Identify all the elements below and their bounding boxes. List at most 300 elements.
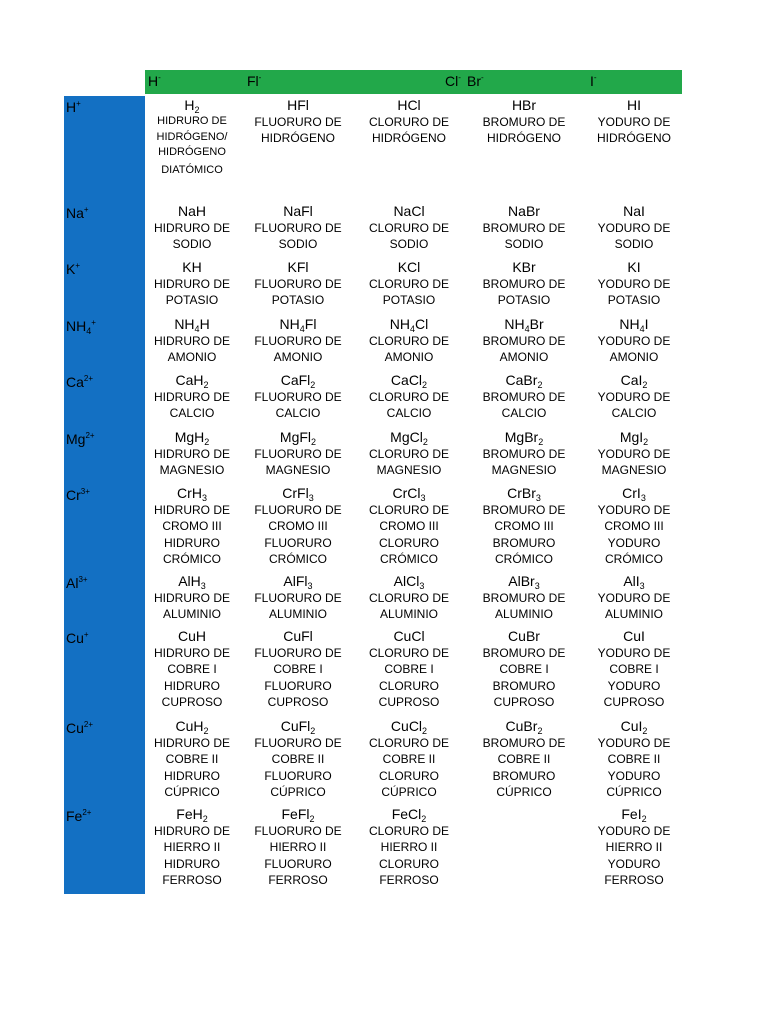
formula-base: KH [182, 259, 202, 275]
compound-name-line: BROMURO DE [482, 503, 566, 517]
compound-formula [354, 718, 464, 734]
anion-charge: - [258, 73, 262, 82]
compound-name-line: BROMURO DE [482, 115, 566, 129]
compound-cell [579, 372, 689, 422]
compound-name [137, 735, 247, 800]
compound-formula [469, 429, 579, 445]
compound-name-line: FLUORURO DE [254, 447, 342, 461]
compound-formula [469, 259, 579, 275]
compound-name-line: HIDRURO DE [153, 824, 230, 838]
compound-name-line: POTASIO [382, 293, 436, 308]
compound-name [243, 590, 353, 623]
compound-formula [354, 97, 464, 113]
formula-base: KI [627, 259, 641, 275]
compound-cell [243, 718, 353, 800]
compound-name-line: FLUORURO [264, 768, 332, 783]
cation-charge: + [83, 205, 89, 214]
compound-formula [354, 628, 464, 644]
compound-name [243, 114, 353, 147]
compound-name-line: CRÓMICO [163, 551, 221, 566]
compound-cell [469, 485, 579, 567]
compound-formula [354, 316, 464, 332]
compound-formula [354, 485, 464, 501]
compound-name [579, 502, 689, 567]
compound-name-line: POTASIO [607, 293, 661, 308]
compound-name-line: COBRE II [271, 752, 325, 767]
compound-formula [469, 372, 579, 388]
compound-cell [137, 718, 247, 800]
compound-formula [137, 429, 247, 445]
compound-formula [137, 372, 247, 388]
cation-charge: 2+ [83, 720, 94, 729]
compound-name-line: CROMO III [379, 519, 439, 534]
compound-name [579, 114, 689, 147]
compound-name [137, 333, 247, 366]
cation-symbol: Fe [66, 808, 83, 824]
compound-name-line: CRÓMICO [605, 551, 663, 566]
compound-cell [354, 485, 464, 567]
cation-symbol: Cu [66, 630, 84, 646]
compound-formula [137, 97, 247, 113]
formula-subscript: 2 [642, 380, 648, 390]
cation-label [66, 808, 91, 824]
cation-label [66, 630, 89, 646]
formula-rest: Cl [415, 316, 429, 332]
compound-name-line: HIDRURO DE [153, 277, 230, 291]
compound-name-line: YODURO DE [597, 503, 671, 517]
compound-cell [137, 806, 247, 888]
compound-formula [469, 203, 579, 219]
compound-name-line: YODURO [607, 768, 661, 783]
compound-name-line: HIDRÓGENO [260, 131, 335, 146]
formula-base: KFl [287, 259, 309, 275]
cation-label [66, 205, 89, 221]
compound-name-line: HIDRURO DE [153, 221, 230, 235]
formula-subscript: 2 [537, 726, 543, 736]
cation-label [66, 487, 90, 503]
compound-name [243, 220, 353, 253]
compound-name-line: HIERRO II [380, 840, 438, 855]
compound-name-line: CLORURO DE [368, 503, 449, 517]
compound-formula [243, 372, 353, 388]
compound-name [469, 389, 579, 422]
compound-name-line: CLORURO [378, 768, 439, 783]
formula-subscript: 2 [203, 380, 209, 390]
formula-subscript: 2 [421, 814, 427, 824]
compound-name-line: MAGNESIO [265, 463, 331, 478]
formula-subscript: 3 [639, 581, 645, 591]
cation-symbol: Al [66, 575, 79, 591]
compound-cell [243, 429, 353, 479]
compound-formula [579, 203, 689, 219]
compound-name [137, 389, 247, 422]
compound-name [137, 502, 247, 567]
compound-name-line: MAGNESIO [491, 463, 557, 478]
compound-name-line: POTASIO [165, 293, 219, 308]
compound-cell [469, 429, 579, 479]
cation-charge: 3+ [78, 575, 88, 584]
compound-name-line: HIDRURO DE [153, 334, 230, 348]
compound-name [243, 389, 353, 422]
compound-formula [243, 628, 353, 644]
formula-subscript: 3 [201, 493, 207, 503]
compound-name-line: BROMURO DE [482, 646, 566, 660]
compound-formula [469, 628, 579, 644]
compound-name-line: BROMURO [492, 535, 556, 550]
compound-name-line: HIERRO II [605, 840, 663, 855]
compound-name-line: CÚPRICO [496, 784, 552, 799]
compound-cell [137, 485, 247, 567]
cation-charge: 2+ [85, 431, 95, 440]
compound-name-line: HIDRURO DE [153, 503, 230, 517]
compound-cell [243, 316, 353, 366]
cation-symbol: K [66, 261, 76, 277]
compound-name [243, 276, 353, 309]
formula-base: CuH [175, 718, 204, 734]
compound-cell [469, 628, 579, 710]
compound-formula [243, 259, 353, 275]
compound-cell [243, 372, 353, 422]
compound-name [469, 735, 579, 800]
compound-formula [469, 485, 579, 501]
cation-label [66, 318, 96, 334]
compound-name-line: CALCIO [275, 406, 321, 421]
compound-name-line: CLORURO DE [368, 221, 449, 235]
cation-charge: + [91, 318, 96, 327]
compound-name [354, 114, 464, 147]
compound-name-line: SODIO [278, 237, 318, 252]
cation-charge: 2+ [83, 374, 94, 383]
compound-cell [469, 316, 579, 366]
compound-name-line: BROMURO DE [482, 277, 566, 291]
compound-name-line: HIDRURO [164, 856, 220, 871]
formula-base: HFl [287, 97, 309, 113]
formula-base: NaH [177, 203, 206, 219]
compound-name-line: YODURO DE [597, 591, 671, 605]
compound-name-line: CLORURO DE [368, 334, 449, 348]
anion-header-2 [247, 70, 261, 94]
formula-base: CuCl [393, 628, 425, 644]
compound-name [137, 645, 247, 710]
compound-formula [243, 429, 353, 445]
compound-name [579, 389, 689, 422]
compound-cell [579, 97, 689, 147]
compound-formula [354, 573, 464, 589]
compound-formula [354, 259, 464, 275]
compound-cell [354, 429, 464, 479]
compound-name [354, 446, 464, 479]
compound-name-line: COBRE II [382, 752, 436, 767]
compound-formula [243, 718, 353, 734]
formula-base: MgFl [279, 429, 312, 445]
compound-name-line: CUPROSO [603, 694, 665, 709]
formula-subscript: 2 [309, 814, 315, 824]
formula-base: NaBr [508, 203, 540, 219]
cation-charge: + [76, 99, 81, 108]
compound-name-line: COBRE II [165, 752, 219, 767]
formula-rest: Br [529, 316, 544, 332]
formula-base: CuBr [508, 628, 540, 644]
compound-formula [137, 316, 247, 332]
compound-name-line: FLUORURO DE [254, 334, 342, 348]
compound-name-line: HIDRURO [164, 768, 220, 783]
formula-subscript: 2 [641, 814, 647, 824]
compound-name-line: ALUMINIO [604, 607, 663, 622]
formula-base: CuI [620, 718, 643, 734]
compound-name-line: SODIO [614, 237, 654, 252]
compound-name-line: BROMURO DE [482, 591, 566, 605]
formula-rest: I [644, 316, 649, 332]
compound-cell [137, 573, 247, 623]
formula-subscript: 2 [537, 380, 543, 390]
compound-name-line: YODURO DE [597, 334, 671, 348]
formula-base: MgH [174, 429, 205, 445]
cation-label [66, 374, 93, 390]
compound-cell [243, 485, 353, 567]
compound-name-line: FLUORURO [264, 856, 332, 871]
compound-cell [579, 316, 689, 366]
compound-name-line: YODURO [607, 535, 661, 550]
compound-name-line: CALCIO [169, 406, 215, 421]
anion-symbol: I [590, 73, 594, 89]
compound-name-line: HIDRURO DE [153, 646, 230, 660]
compound-formula [137, 718, 247, 734]
compound-name [579, 590, 689, 623]
compound-cell [354, 628, 464, 710]
compound-cell [137, 97, 247, 178]
compound-cell [354, 316, 464, 366]
formula-base: CaCl [390, 372, 423, 388]
compound-name-line: HIDRURO DE [157, 115, 227, 127]
formula-subscript: 2 [311, 437, 317, 447]
compound-cell [354, 573, 464, 623]
compound-name-line: FERROSO [268, 872, 328, 887]
anion-charge: - [481, 73, 484, 82]
compound-cell [579, 259, 689, 309]
compound-name-line: BROMURO [492, 768, 556, 783]
formula-subscript: 2 [422, 380, 428, 390]
formula-base: MgCl [390, 429, 423, 445]
compound-name-line: BROMURO [492, 678, 556, 693]
anion-header-bar [145, 70, 682, 94]
compound-formula [137, 203, 247, 219]
compound-name [354, 645, 464, 710]
cation-symbol: Cr [66, 487, 81, 503]
compound-formula [137, 485, 247, 501]
compound-name [137, 220, 247, 253]
compound-formula [579, 97, 689, 113]
formula-subscript: 2 [194, 105, 200, 115]
compound-name-line: CROMO III [494, 519, 554, 534]
formula-subscript: 4 [524, 324, 530, 334]
compound-cell [137, 429, 247, 479]
compound-name-line: FLUORURO DE [254, 646, 342, 660]
compound-name-line: MAGNESIO [376, 463, 442, 478]
formula-base: NH [279, 316, 300, 332]
compound-formula [243, 203, 353, 219]
compound-name-line: HIDRÓGENO [371, 131, 446, 146]
compound-name-line: CLORURO DE [368, 646, 449, 660]
compound-cell [354, 259, 464, 309]
formula-base: CrH [177, 485, 202, 501]
compound-name-line: CROMO III [162, 519, 222, 534]
compound-name [137, 114, 247, 178]
compound-formula [579, 372, 689, 388]
compound-name-line: FLUORURO DE [254, 277, 342, 291]
compound-name-line: YODURO DE [597, 824, 671, 838]
compound-name-line: FERROSO [604, 872, 664, 887]
compound-name-line: FLUORURO DE [254, 736, 342, 750]
compound-name-line: CLORURO DE [368, 824, 449, 838]
compound-name-line: CLORURO DE [368, 115, 449, 129]
formula-base: MgI [619, 429, 644, 445]
compound-name-line: POTASIO [497, 293, 551, 308]
formula-base: CuI [623, 628, 645, 644]
cation-symbol: H [66, 99, 77, 115]
compound-name-line: POTASIO [271, 293, 325, 308]
compound-name-line: FLUORURO DE [254, 824, 342, 838]
formula-subscript: 3 [534, 581, 540, 591]
compound-name [579, 276, 689, 309]
formula-base: CaBr [505, 372, 538, 388]
compound-name-line: MAGNESIO [159, 463, 225, 478]
formula-base: NaFl [283, 203, 313, 219]
compound-name-line: YODURO DE [597, 736, 671, 750]
compound-cell [137, 259, 247, 309]
formula-subscript: 4 [299, 324, 305, 334]
formula-subscript: 2 [642, 726, 648, 736]
compound-cell [579, 573, 689, 623]
formula-base: NH [504, 316, 525, 332]
compound-cell [469, 718, 579, 800]
compound-name [469, 645, 579, 710]
compound-name-line: HIERRO II [269, 840, 327, 855]
compound-name-line: CLORURO [378, 678, 439, 693]
compound-name-line: CÚPRICO [381, 784, 437, 799]
compound-formula [137, 573, 247, 589]
compound-name [243, 735, 353, 800]
cation-label [66, 99, 81, 115]
compound-formula [469, 718, 579, 734]
cation-charge: + [83, 630, 89, 639]
compound-formula [137, 628, 247, 644]
compound-formula [354, 203, 464, 219]
compound-name-line: CLORURO DE [368, 277, 449, 291]
formula-subscript: 3 [640, 493, 646, 503]
cation-symbol: Ca [66, 374, 84, 390]
cation-label [66, 261, 80, 277]
anion-symbol: Fl [247, 73, 259, 89]
compound-name-line: YODURO DE [597, 447, 671, 461]
compound-name-line: FLUORURO DE [254, 115, 342, 129]
compound-name-line: COBRE II [497, 752, 551, 767]
cation-subscript: 4 [86, 326, 92, 336]
compound-name-line: CLORURO DE [368, 591, 449, 605]
compound-name-line: CUPROSO [378, 694, 440, 709]
cation-symbol: NH [66, 318, 87, 334]
compound-name-line: CLORURO DE [368, 447, 449, 461]
compound-name-line: HIDRURO DE [153, 736, 230, 750]
formula-base: CrI [622, 485, 641, 501]
compound-name-line: BROMURO DE [482, 390, 566, 404]
compound-formula [579, 806, 689, 822]
compound-name [243, 645, 353, 710]
formula-subscript: 3 [200, 581, 206, 591]
formula-rest: H [199, 316, 210, 332]
formula-base: FeFl [281, 806, 310, 822]
formula-base: CaH [175, 372, 204, 388]
compound-name [354, 502, 464, 567]
formula-base: H [184, 97, 195, 113]
compound-name [469, 446, 579, 479]
anion-symbol: H [148, 73, 159, 89]
formula-subscript: 3 [307, 581, 313, 591]
formula-subscript: 2 [310, 380, 316, 390]
anion-header-1 [148, 70, 161, 94]
compound-formula [579, 573, 689, 589]
compound-name-line: FLUORURO [264, 535, 332, 550]
formula-base: NaI [623, 203, 645, 219]
compound-name-line: CLORURO [378, 856, 439, 871]
formula-subscript: 3 [308, 493, 314, 503]
compound-formula [243, 97, 353, 113]
formula-base: CrBr [507, 485, 536, 501]
formula-subscript: 4 [639, 324, 645, 334]
compound-name-line: FLUORURO [264, 678, 332, 693]
compound-name [354, 276, 464, 309]
formula-base: CaI [620, 372, 643, 388]
formula-base: HBr [511, 97, 537, 113]
compound-name [137, 823, 247, 888]
compound-cell [243, 573, 353, 623]
formula-base: CuFl [283, 628, 313, 644]
compound-cell [469, 97, 579, 147]
formula-subscript: 2 [310, 726, 316, 736]
compound-name [469, 590, 579, 623]
compound-name-line: CUPROSO [161, 694, 223, 709]
formula-base: AlBr [508, 573, 535, 589]
compound-name-line: BROMURO DE [482, 736, 566, 750]
compound-cell [579, 718, 689, 800]
compound-cell [137, 628, 247, 710]
compound-name [243, 446, 353, 479]
compound-name-line: YODURO DE [597, 277, 671, 291]
compound-cell [243, 259, 353, 309]
compound-cell [469, 203, 579, 253]
compound-name-line: ALUMINIO [162, 607, 221, 622]
formula-base: AlFl [283, 573, 308, 589]
compound-cell [243, 97, 353, 147]
formula-base: NaCl [393, 203, 425, 219]
compound-name-line: SODIO [172, 237, 212, 252]
compound-formula [137, 806, 247, 822]
compound-name-line: FERROSO [162, 872, 222, 887]
formula-base: CrCl [392, 485, 421, 501]
cation-charge: + [75, 261, 81, 270]
compound-name [579, 446, 689, 479]
compound-formula [243, 573, 353, 589]
compound-name-line: YODURO DE [597, 646, 671, 660]
compound-cell [137, 203, 247, 253]
formula-base: AlI [623, 573, 640, 589]
cation-symbol: Na [66, 205, 84, 221]
compound-name-line: MAGNESIO [601, 463, 667, 478]
formula-base: CuCl [390, 718, 423, 734]
compound-formula [354, 372, 464, 388]
compound-name-line: COBRE I [167, 662, 217, 677]
compound-cell [354, 97, 464, 147]
formula-base: CuH [177, 628, 206, 644]
